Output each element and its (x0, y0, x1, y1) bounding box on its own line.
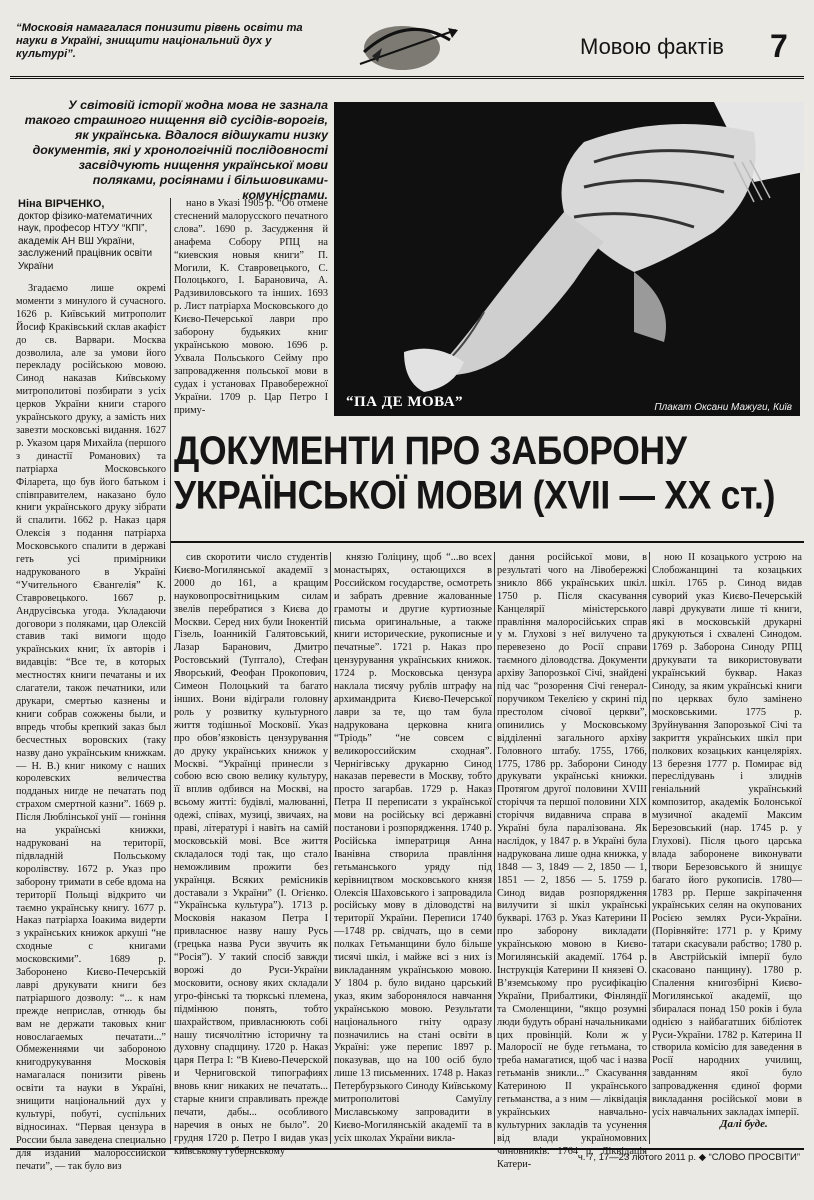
footer-rule (10, 1148, 804, 1150)
lead-paragraph: У світовій історії жодна мова не зазнала такого страшного нищення від сусідів-ворогів, як українська. Вдалося відшукати низку документів, які у хронологічній послідовності засвідчують нищення української мови поляками, росіянами і більшовиками-комуністами. (24, 98, 328, 202)
column-1-text: Згадаємо лише окремі моменти з минулого й сучасного. 1626 р. Київський митрополит Йосиф Краківський склав акафіст до св. Варвари. Москва дозволила, але за умови його перекладу російською мовою. Синод наказав Київському митрополитові позбирати з усіх церков України книги старого українського друку, а замість них завезти московські видання. 1627 р. Указом царя Михайла (першого з династії Романових) та патріарха Московського Філарета, що був його батьком і співправителем, наказано було книги українського друку зібрати й спалити. 1662 р. Наказ царя Олексія з подання патріарха Московського спалити в державі геть усі примірники надрукованого в Україні “Учительного Євангелія” К. Ставровецького. 1667 р. Андрусівська угода. Укладаючи договори з поляками, цар Олексій ставив такі вимоги щодо українських книг, їх авторів і видавців: “Все те, в которых местностях книги печатаны и их слагатели, також печатники, или друкари, смертью казнены и книги собрав сожжены были, и впредь чтобы крепкий заказ был бесчестных воровских (таку назву дано українським книжкам. — Н. В.) книг никому с наших королевских величества подданых нигде не печатать под страхом смертной казни”. 1669 р. Після Люблінської унії — гоніння на українські книжки, надруковані на території, підвладній Польському королівству. 1672 р. Указ про заборону тримати в себе вдома на території Польщі відкрито чи таємно українську книгу. 1677 р. Наказ патріарха Іоакима видерти з українських книжок аркуші “не сходные с книгами московскими”. 1689 р. Заборонено Києво-Печерській лаврі друкувати книги без патріаршого дозволу: “... к нам прежде неприслав, отнюдь бы вам не держати таковых книг новослагаемых печатати...” Обмеженнями чи забороною книгодрукування Московія намагалася понизити рівень освіти та науки в Україні, знищити національний дух у культурі, побуті, суспільних відносинах. “Первая цензура в России была заведена специально для изданий малороссийской печати”, — так було виз (16, 283, 166, 1172)
header-quote: “Московія намагалася понизити рівень освіти та науки в Україні, знищити національний дух у культурі”. (16, 22, 303, 60)
article-headline: ДОКУМЕНТИ ПРО ЗАБОРОНУ УКРАЇНСЬКОЇ МОВИ (XVII — XX ст.) (174, 428, 776, 518)
column-2-text: сив скоротити число студентів Києво-Могилянської академії з 2000 до 161, а кращим науковопросвітницьким силам звелів перебратися з Києва до Москви. Серед них були Інокентій Гізель, Іоанникій Галятовський, Лазар Баранович, Дмитро Ростовський (Туптало), Стефан Яворський, Феофан Прокопович, Симеон Полоцький та багато інших. Вони відіграли головну роль у розвитку культурного життя тодішньої Московії. Указ про обов’язковість цензурування до друку українських книжок у Москві. “Українці принесли з собою всю свою велику культуру, її вплив одбився на Москві, на всьому житті: будівлі, малюванні, одежі, співах, музиці, звичаях, на праві, літературі і навіть на самій московській мові. Все життя складалося тоді так, що стало неможливим прожити без українця. Всяких ремісників доставали з України” (І. Огієнко. “Українська культура”). 1713 р. Московія наказом Петра І привласнює назву нашу Русь (грецька назва Руси звучить як “Росія”). У такий спосіб завжди ворожі до Руси-України московити, основу яких складали угро-фінські та тюркські племена, підмінюю понять, тобто шахрайством, привласнюють собі нашу тисячолітню історичну та духовну спадщину. 1720 р. Наказ царя Петра І: “В Киево-Печерской и Черниговской типографиях вновь книг никаких не печатать... старые книги справливать прежде печати, дабы... особливого наречия в оных не было”. 20 грудня 1720 р. Петро І видав указ київському губернському (174, 552, 328, 1157)
column-divider (494, 552, 495, 1144)
bow-arrow-emblem-icon (352, 18, 462, 74)
header-rule (10, 76, 804, 79)
column-2-top-text: нано в Указі 1905 р. “Об отмене стеснений малорусского печатного слова”. 1690 р. Засудження й анафема Собору РПЦ на “киевския новыя книги” П. Могили, К. Ставровецького, С. Полоцького, І. Барановича, А. Радзивиловського та інших. 1693 р. Лист патріарха Московського до Києво-Печерської лаври про заборону будьяких книг українською мовою. 1696 р. Ухвала Польського Сейму про запровадження польської мови в судах і установах Правобережної України. 1709 р. Цар Петро І приму- (174, 198, 328, 416)
section-title: Мовою фактів (580, 34, 724, 59)
headline-rule (170, 541, 804, 543)
author-block (18, 198, 168, 273)
column-divider (170, 198, 171, 1144)
column-divider (330, 552, 331, 1144)
continued-note: Далі буде. (720, 1118, 768, 1130)
column-3-text: князю Голіцину, щоб “...во всех монастырях, остающихся в Российском государстве, осмотреть и забрать древние жалованные грамоты и другие куртиозные письма оригинальные, а также книги исторические, рукописные и печатные”. 1721 р. Наказ про цензурування українських книжок. 1724 р. Московська цензура наклала тисячу рублів штрафу на архимандрита Києво-Печерської лаври за те, що там була надрукована церковна книга “Тріодь” “не совсем с великороссийским сходная”. Чернігівську друкарню Синод наказав перевести в Москву, тобто просто загарбав. 1729 р. Наказ Петра ІІ переписати з української мови на російську всі державні постанови і розпорядження. 1740 р. Російська імператриця Анна Іванівна створила правління гетьманського уряду під керівництвом московського князя Олексія Шаховського і запровадила російську мову в діловодстві на території України. Переписи 1740—1748 рр. свідчать, що в семи полках Гетьманщини було більше тисячі шкіл, і майже всі з них із викладанням українською мовою. У 1804 р. було видано царський указ, яким заборонялося навчання українською мовою. Результати національного гніту одразу позначились на стані освіти в Україні: уже перепис 1897 р. показував, що на 100 осіб було лише 13 письменних. 1748 р. Наказ Петербурзького Синоду Київському митрополитові Самуїлу Миславському запровадити в Києво-Могилянській академії та в усіх школах України викла- (334, 552, 492, 1144)
poster-title: “ПА ДЕ МОВА” (346, 394, 464, 410)
column-4-text: дання російської мови, в результаті чого на Лівобережжі зникло 866 українських шкіл. 1750 р. Після скасування Канцелярії міністерського правління малоросійських справ у м. Глухові з неї вилучено та перевезено до Росії справи таємного діловодства. Документи архіву Запорозької Січі, знайдені під час “розорення Січі генерал-поручиком Текелією у скрині під престолом січової церкви”, опинились у Московському відділенні загального архіву Головного штабу. 1755, 1766, 1775, 1786 рр. Заборони Синоду друкувати українські книжки. Протягом другої половини XVIII сторіччя та першої половини XIX сторіччя видавнича справа в Україні була паралізована. Як наслідок, у 1847 р. в Україні була надрукована лише одна книжка, у 1848 — 3, 1849 — 2, 1850 — 1, 1851 — 2, 1856 — 5. 1759 р. Синод видав розпорядження вилучити зі шкіл українські букварі. 1763 р. Указ Катерини ІІ про заборону викладати українською мовою в Києво-Могилянській академії. 1764 р. Інструкція Катерини ІІ князеві О. В’яземському про русифікацію України, Прибалтики, Фінляндії та Смоленщини, “якщо розумні люди будуть обрані начальниками цих провінцій. Коли ж у Малоросії не буде гетьмана, то треба намагатися, щоб час і назва гетьманів зникли...” Скасування Катериною ІІ українського гетьманства, а з ним — ліквідація українських навчально-культурних закладів та усунення від влади україномовних чиновників. 1764 р. Ліквідація Катери- (497, 552, 647, 1170)
dancer-leg-illustration (334, 102, 800, 416)
author-name: Ніна ВІРЧЕНКО, (18, 198, 105, 210)
column-5-text: ною ІІ козацького устрою на Слобожанщині та козацьких шкіл. 1765 р. Синод видав суворий указ Києво-Печерській лаврі друкувати лише ті книги, які в московській друкарні друкуються і схвалені Синодом. 1769 р. Заборона Синоду РПЦ друкувати та використовувати український буквар. Наказ Синоду, за яким українські книги по церквах було замінено московськими. 1775 р. Зруйнування Запорозької Січі та закриття українських шкіл при полкових козацьких канцеляріях. 13 березня 1777 р. Помирає від переслідувань і злиднів геніальний український композитор, академік Болонської музичної академії Максим Березовський (нар. 1745 р. у Глухові). Після цього царська влада заборонене виконувати твори Березовського й знищує багато його рукописів. 1780—1783 рр. Перше закріпачення українських селян на окупованих Росією землях Руси-України. (Порівняйте: 1771 р. у Криму татари скасували рабство; 1780 р. в Австрійській імперії було скасовано панщину). 1780 р. Спалення книгозбірні Києво-Могилянської академії, що збиралася понад 150 років і була однією з найбагатших бібліотек Руси-України. 1782 р. Катерина ІІ створила комісію для заведення в Росії народних училищ, завданням якої було запровадження єдиної форми викладання російської мови в усіх навчальних закладах імперії. (652, 552, 802, 1118)
footer-issue-info: ч. 7, 17—23 лютого 2011 р. ◆ “СЛОВО ПРОСВІТИ” (577, 1152, 800, 1163)
column-divider (649, 552, 650, 1144)
author-bio: доктор фізико-математичних наук, професор НТУУ “КПІ”, академік АН ВШ України, заслужений працівник освіти України (18, 210, 153, 272)
page-number: 7 (770, 28, 788, 64)
poster-image (334, 102, 800, 416)
poster-credit: Плакат Оксани Мажуги, Київ (654, 402, 792, 413)
